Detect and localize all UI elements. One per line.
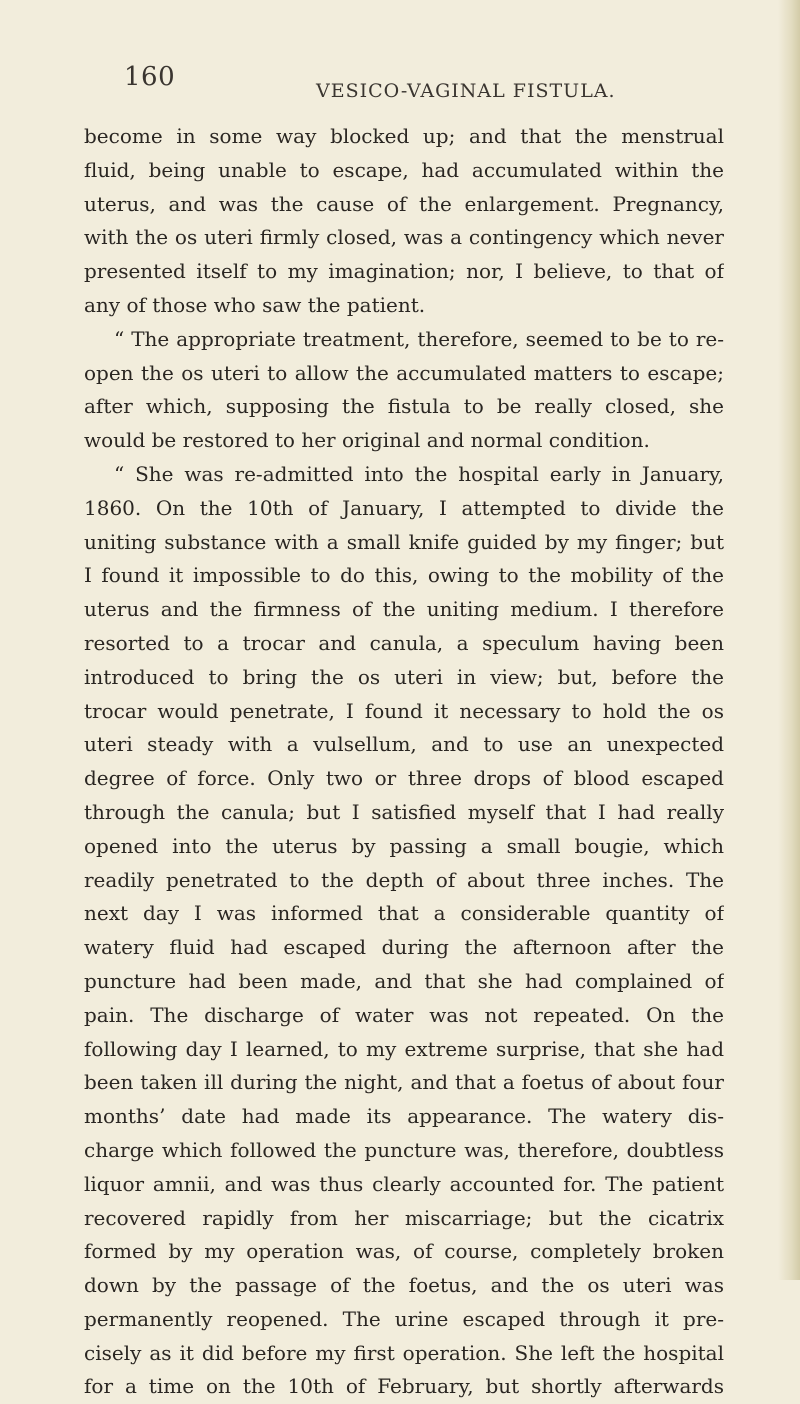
text-line: resorted to a trocar and canula, a speculum having been [84, 630, 724, 655]
text-line: watery fluid had escaped during the afternoon after the [84, 935, 724, 960]
text-line: trocar would penetrate, I found it necessary to hold the os [84, 698, 724, 723]
text-line: “ The appropriate treatment, therefore, seemed to be to re- [114, 326, 724, 351]
text-line: I found it impossible to do this, owing to the mobility of the [84, 563, 724, 588]
text-line: next day I was informed that a considerable quantity of [84, 901, 724, 926]
text-line: uteri steady with a vulsellum, and to use an unexpected [84, 732, 724, 757]
text-line: open the os uteri to allow the accumulated matters to escape; [84, 360, 724, 385]
text-line: uniting substance with a small knife guided by my finger; but [84, 529, 724, 554]
text-line: liquor amnii, and was thus clearly accounted for. The patient [84, 1171, 724, 1196]
text-line: charge which followed the puncture was, therefore, doubtless [84, 1137, 724, 1162]
text-line: months’ date had made its appearance. The watery dis- [84, 1104, 724, 1129]
text-line: uterus and the firmness of the uniting medium. I therefore [84, 597, 724, 622]
text-line: puncture had been made, and that she had complained of [84, 968, 724, 993]
text-line: recovered rapidly from her miscarriage; but the cicatrix [84, 1205, 724, 1230]
text-line: degree of force. Only two or three drops of blood escaped [84, 766, 724, 791]
text-line: “ She was re-admitted into the hospital early in January, [114, 461, 724, 486]
page-edge-shadow [778, 0, 800, 1280]
text-line: down by the passage of the foetus, and the os uteri was [84, 1273, 724, 1298]
text-line: permanently reopened. The urine escaped through it pre- [84, 1306, 724, 1331]
text-line: after which, supposing the fistula to be really closed, she [84, 394, 724, 419]
text-line: for a time on the 10th of February, but shortly afterwards [84, 1374, 724, 1399]
text-line: formed by my operation was, of course, completely broken [84, 1239, 724, 1264]
text-line: opened into the uterus by passing a small bougie, which [84, 833, 724, 858]
text-line: become in some way blocked up; and that the menstrual [84, 124, 724, 148]
text-line: pain. The discharge of water was not repeated. On the [84, 1002, 724, 1027]
text-line: uterus, and was the cause of the enlargement. Pregnancy, [84, 191, 724, 216]
text-line: fluid, being unable to escape, had accumulated within the [84, 157, 724, 182]
text-line: following day I learned, to my extreme surprise, that she had [84, 1036, 724, 1061]
text-line: presented itself to my imagination; nor, I believe, to that of [84, 259, 724, 284]
text-line: with the os uteri firmly closed, was a contingency which never [84, 225, 724, 250]
text-line: been taken ill during the night, and that a foetus of about four [84, 1070, 724, 1095]
body-text [84, 120, 724, 1404]
running-head: VESICO-VAGINAL FISTULA. [316, 80, 616, 102]
text-line: would be restored to her original and normal condition. [84, 428, 650, 453]
text-line: cisely as it did before my first operation. She left the hospital [84, 1340, 724, 1365]
text-line: through the canula; but I satisfied myself that I had really [84, 799, 724, 824]
text-line: introduced to bring the os uteri in view; but, before the [84, 664, 724, 689]
page-number: 160 [124, 62, 176, 92]
text-line: any of those who saw the patient. [84, 292, 426, 317]
text-line: 1860. On the 10th of January, I attempted to divide the [84, 495, 724, 520]
text-line: readily penetrated to the depth of about three inches. The [84, 867, 724, 892]
